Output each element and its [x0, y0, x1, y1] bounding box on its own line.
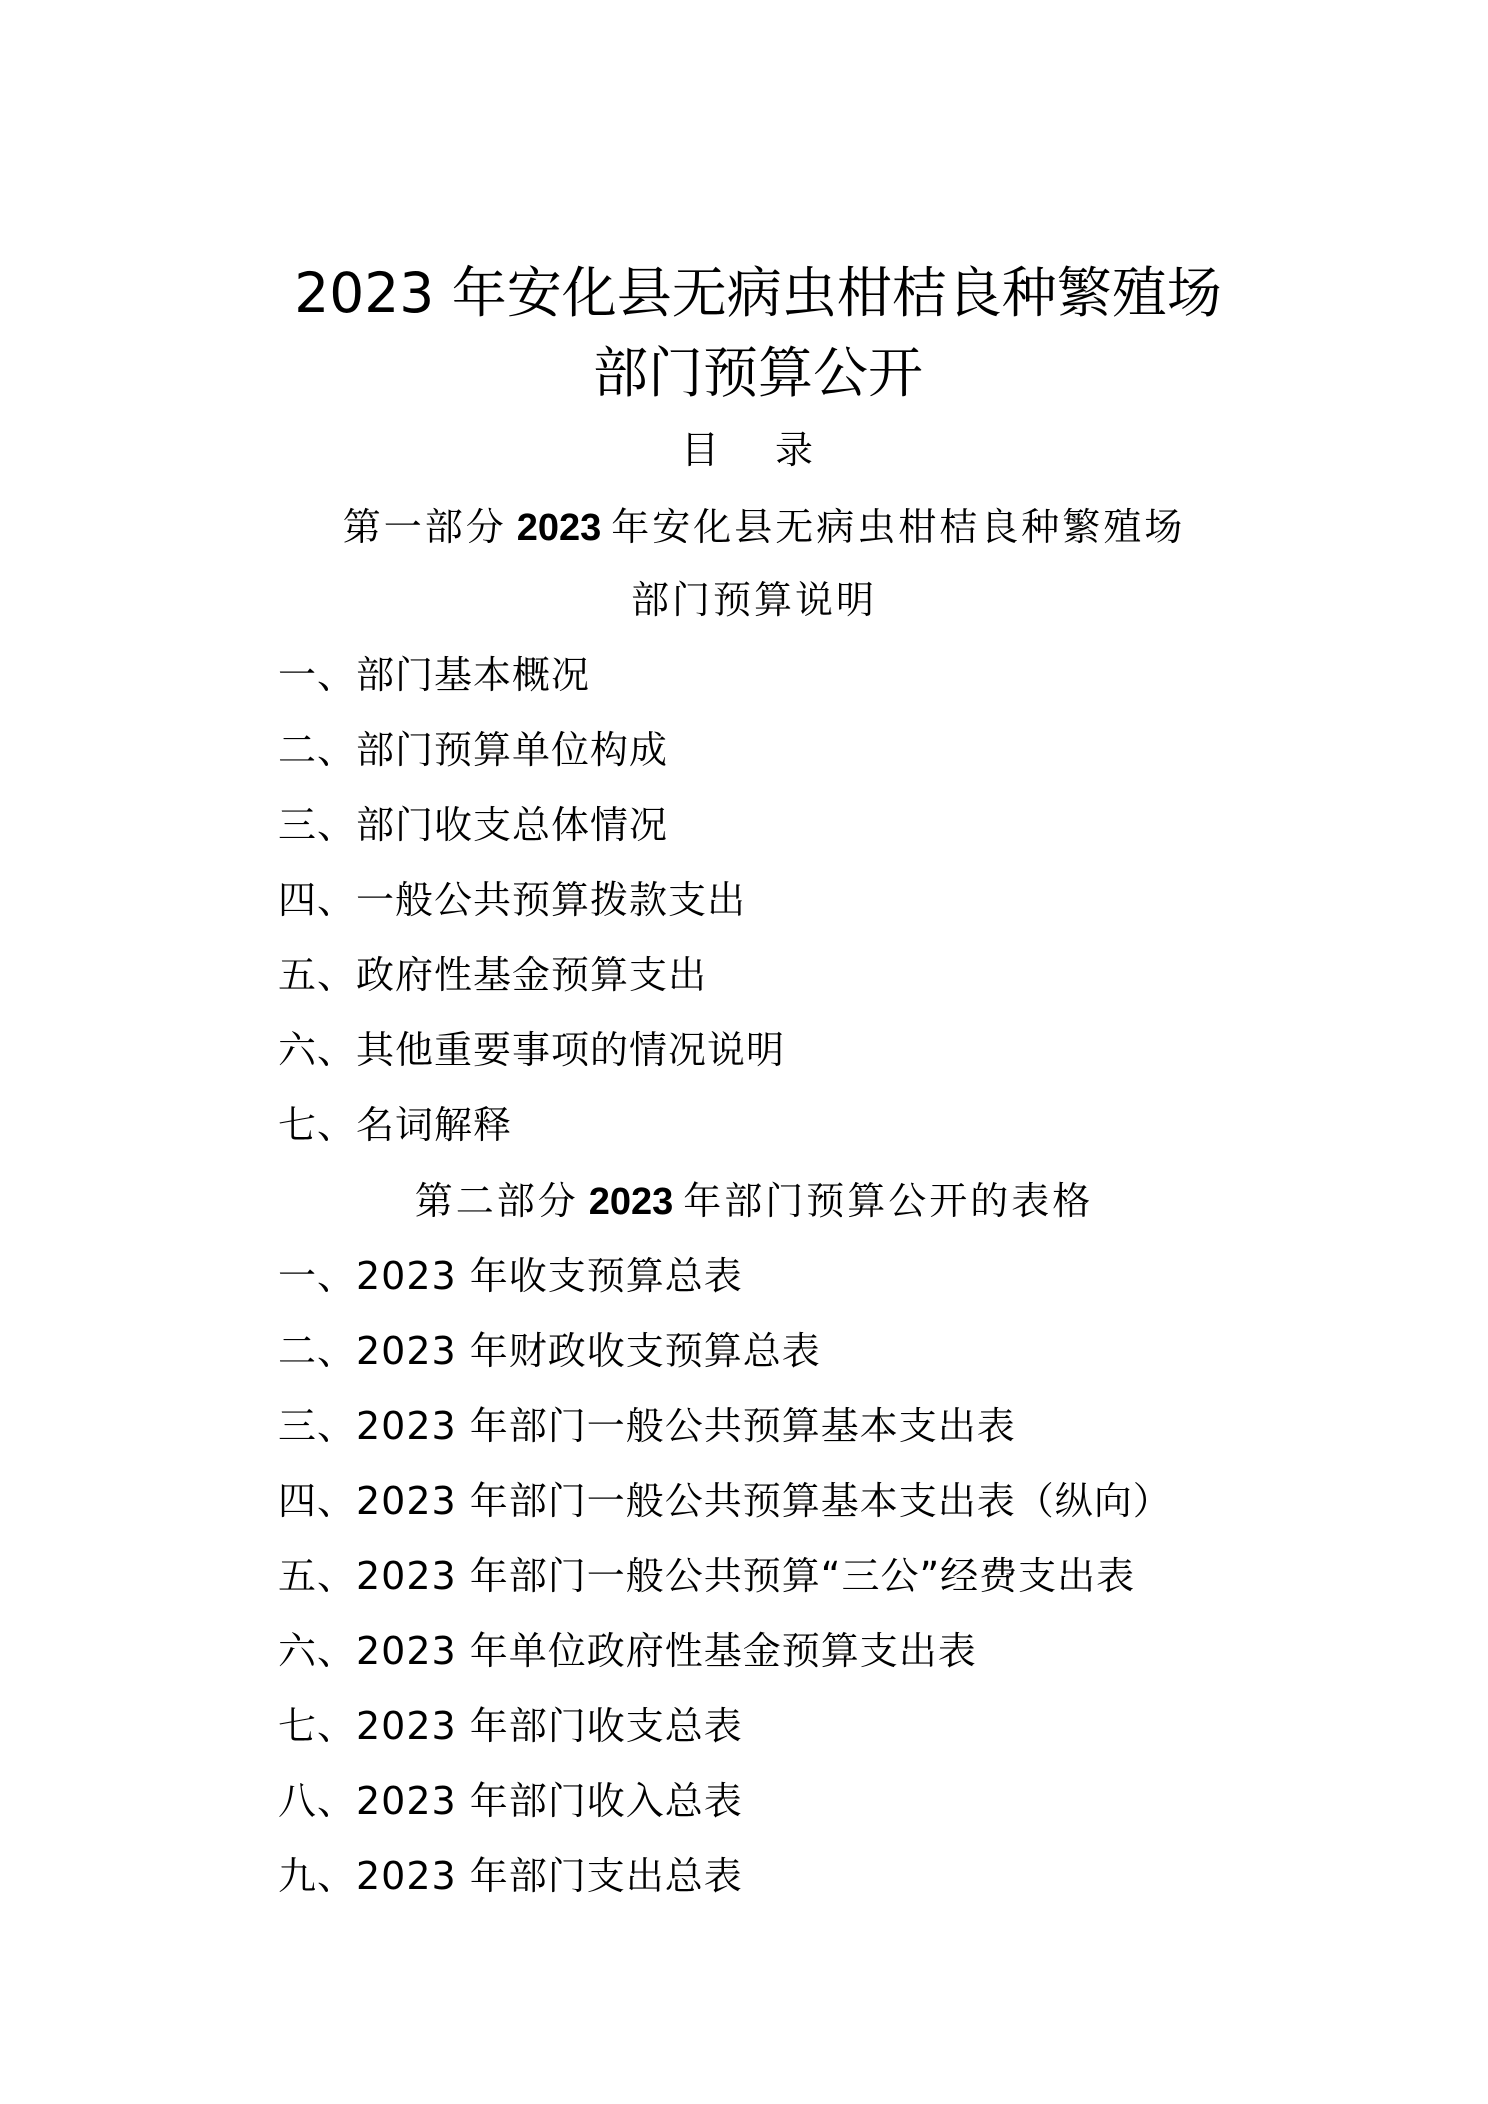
toc-item-part1-5: 五、政府性基金预算支出 — [278, 953, 708, 997]
part1-suffix: 年安化县无病虫柑桔良种繁殖场 — [611, 505, 1186, 549]
part2-year: 2023 — [588, 1181, 674, 1223]
part1-prefix: 第一部分 — [342, 505, 507, 549]
part2-suffix: 年部门预算公开的表格 — [683, 1179, 1094, 1223]
toc-item-part2-1: 一、2023 年收支预算总表 — [278, 1254, 743, 1298]
document-title-line-2: 部门预算公开 — [592, 341, 923, 405]
part1-heading-line-2: 部门预算说明 — [630, 578, 877, 622]
toc-item-part1-6: 六、其他重要事项的情况说明 — [278, 1028, 786, 1072]
toc-item-part1-4: 四、一般公共预算拨款支出 — [278, 878, 747, 922]
toc-item-part1-3: 三、部门收支总体情况 — [278, 803, 669, 847]
toc-item-part1-2: 二、部门预算单位构成 — [278, 728, 669, 772]
toc-item-part2-8: 八、2023 年部门收入总表 — [278, 1779, 743, 1823]
toc-item-part2-5: 五、2023 年部门一般公共预算“三公”经费支出表 — [278, 1554, 1136, 1598]
toc-item-part2-3: 三、2023 年部门一般公共预算基本支出表 — [278, 1404, 1016, 1448]
toc-item-part1-7: 七、名词解释 — [278, 1103, 513, 1147]
toc-item-part2-7: 七、2023 年部门收支总表 — [278, 1704, 743, 1748]
part1-year: 2023 — [516, 507, 602, 549]
toc-item-part2-2: 二、2023 年财政收支预算总表 — [278, 1329, 821, 1373]
part1-heading — [0, 502, 1488, 553]
part2-heading — [0, 1176, 1488, 1227]
toc-item-part1-1: 一、部门基本概况 — [278, 653, 591, 697]
part2-prefix: 第二部分 — [414, 1179, 579, 1223]
toc-item-part2-9: 九、2023 年部门支出总表 — [278, 1854, 743, 1898]
toc-heading: 目 录 — [680, 428, 836, 472]
document-title-line-1: 2023 年安化县无病虫柑桔良种繁殖场 — [294, 261, 1222, 325]
toc-item-part2-6: 六、2023 年单位政府性基金预算支出表 — [278, 1629, 977, 1673]
toc-item-part2-4: 四、2023 年部门一般公共预算基本支出表（纵向） — [278, 1479, 1172, 1523]
